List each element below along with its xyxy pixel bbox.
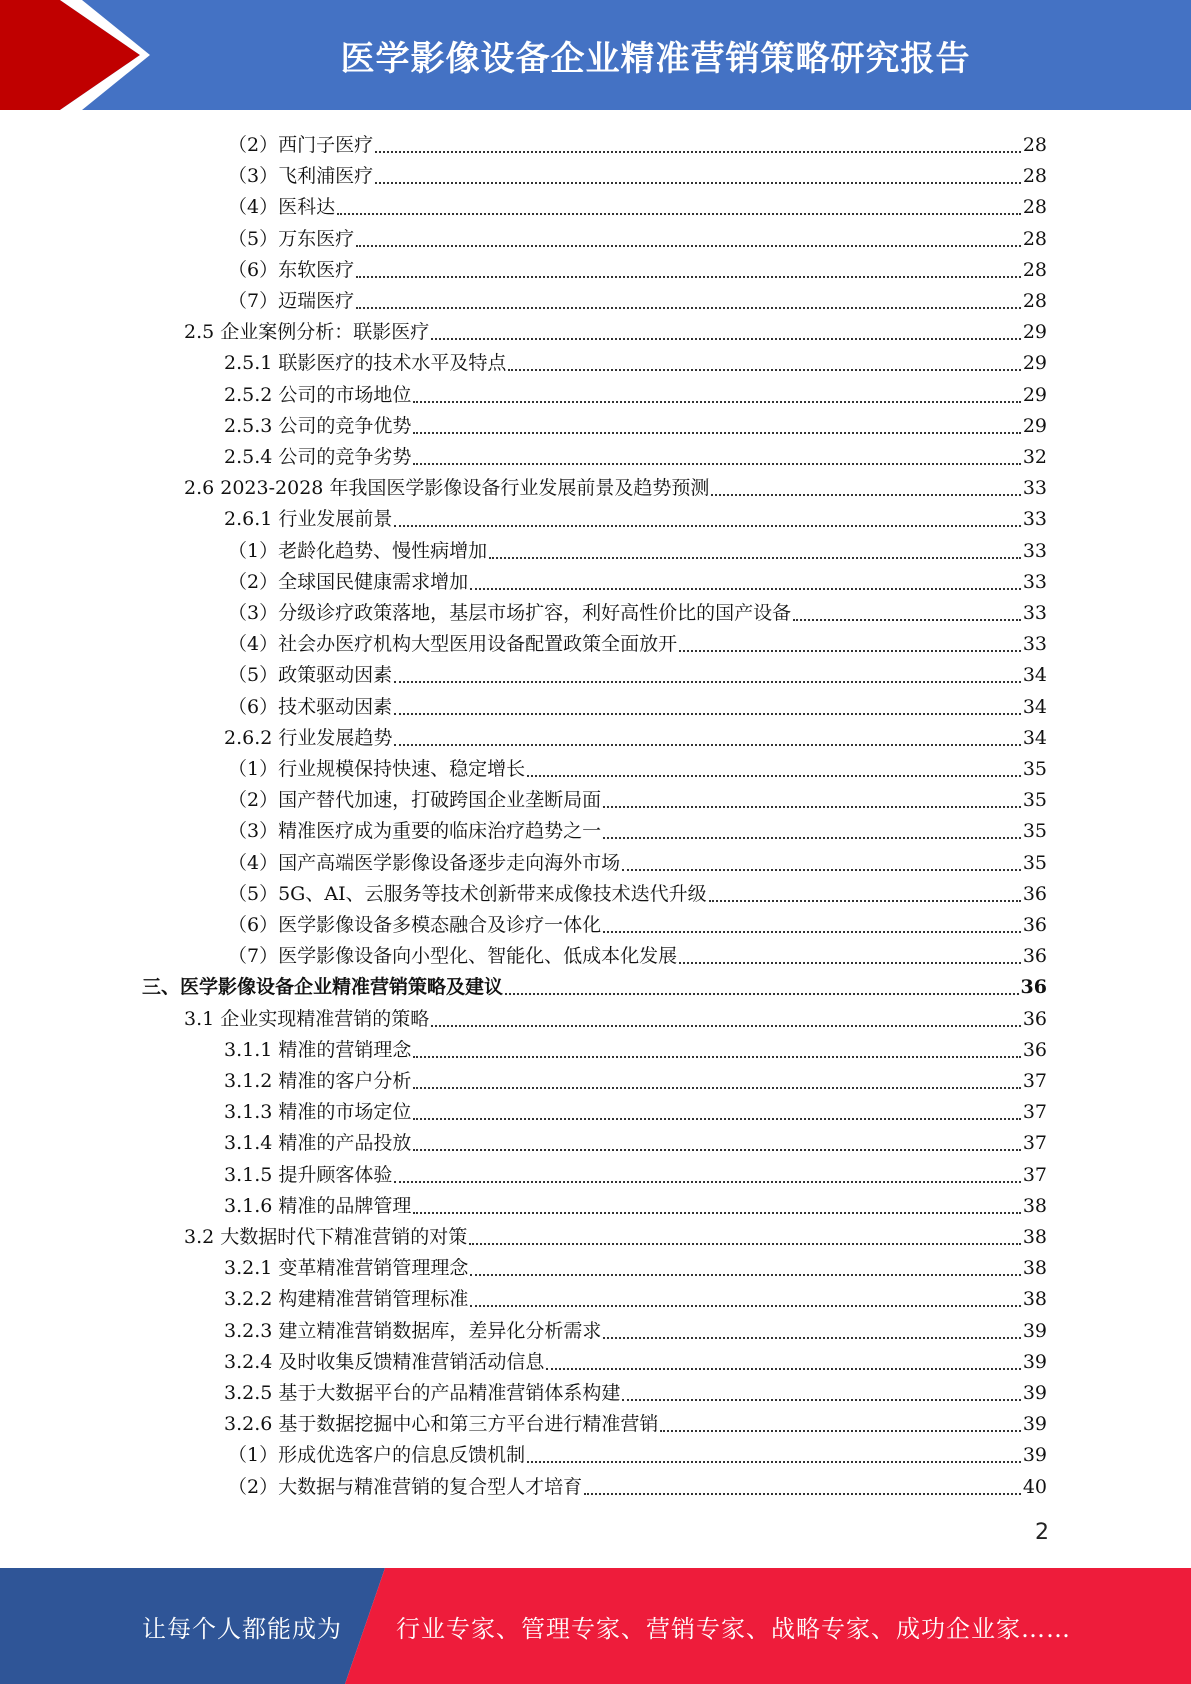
toc-entry[interactable] (228, 688, 1047, 719)
toc-leader-dots (709, 882, 1021, 902)
toc-leader-dots (394, 507, 1020, 527)
toc-entry-page: 33 (1022, 633, 1047, 656)
toc-entry[interactable] (228, 157, 1047, 188)
toc-entry-page: 36 (1022, 945, 1047, 968)
toc-entry[interactable] (228, 812, 1047, 843)
toc-entry-page: 32 (1022, 446, 1047, 468)
toc-entry-page: 35 (1022, 851, 1047, 874)
toc-entry-page: 39 (1022, 1382, 1047, 1404)
toc-entry-page: 28 (1022, 258, 1047, 281)
toc-entry-label: 3.1.2 精准的客户分析 (224, 1070, 412, 1092)
toc-leader-dots (527, 1443, 1021, 1463)
toc-leader-dots (470, 1287, 1020, 1307)
toc-entry-page: 36 (1022, 914, 1047, 936)
toc-leader-dots (356, 227, 1021, 247)
toc-entry-label: （5）5G、AI、云服务等技术创新带来成像技术迭代升级 (228, 882, 707, 905)
toc-entry-label: （5）政策驱动因素 (228, 664, 393, 687)
toc-entry[interactable] (142, 968, 1047, 999)
toc-entry-page: 36 (1022, 882, 1047, 905)
toc-entry-page: 34 (1022, 695, 1047, 718)
toc-entry-label: （1）行业规模保持快速、稳定增长 (228, 758, 526, 780)
toc-entry-page: 39 (1022, 1350, 1047, 1373)
toc-leader-dots (413, 1069, 1020, 1089)
toc-entry-page: 33 (1022, 477, 1047, 500)
toc-entry-page: 39 (1022, 1444, 1047, 1467)
toc-leader-dots (660, 1412, 1020, 1432)
toc-entry[interactable] (228, 251, 1047, 282)
toc-entry-label: 三、医学影像设备企业精准营销策略及建议 (142, 976, 504, 999)
toc-entry-page: 39 (1022, 1413, 1047, 1436)
toc-entry-page: 28 (1022, 290, 1047, 312)
toc-leader-dots (603, 913, 1021, 933)
toc-entry-label: （4）国产高端医学影像设备逐步走向海外市场 (228, 851, 621, 874)
toc-entry[interactable] (228, 594, 1047, 625)
toc-entry[interactable] (224, 1093, 1047, 1124)
toc-leader-dots (505, 975, 1019, 995)
toc-entry-label: 3.1 企业实现精准营销的策略 (184, 1007, 430, 1030)
toc-entry[interactable] (228, 126, 1047, 157)
toc-entry[interactable] (224, 438, 1047, 469)
toc-leader-dots (470, 570, 1021, 590)
toc-entry-page: 33 (1022, 539, 1047, 562)
toc-leader-dots (413, 445, 1020, 465)
toc-entry-label: 3.1.6 精准的品牌管理 (224, 1194, 412, 1217)
footer-slogan-left: 让每个人都能成为 (142, 1614, 342, 1643)
toc-entry-label: （3）精准医疗成为重要的临床治疗趋势之一 (228, 820, 602, 843)
toc-entry-label: 3.2.4 及时收集反馈精准营销活动信息 (224, 1350, 545, 1373)
toc-entry-label: （7）医学影像设备向小型化、智能化、低成本化发展 (228, 945, 678, 968)
toc-entry-page: 28 (1022, 196, 1047, 219)
toc-entry-page: 34 (1022, 726, 1047, 749)
toc-entry-label: （3）飞利浦医疗 (228, 165, 374, 188)
toc-entry-page: 37 (1022, 1163, 1047, 1186)
toc-leader-dots (622, 1381, 1020, 1401)
toc-leader-dots (413, 1194, 1020, 1214)
toc-entry-page: 39 (1022, 1319, 1047, 1342)
toc-entry-label: （2）全球国民健康需求增加 (228, 570, 469, 593)
toc-entry[interactable] (184, 1000, 1047, 1031)
toc-entry-page: 38 (1022, 1226, 1047, 1248)
toc-entry[interactable] (224, 1405, 1047, 1436)
toc-entry[interactable] (228, 1436, 1047, 1467)
toc-entry-page: 36 (1020, 976, 1047, 999)
page-header (0, 0, 1191, 110)
toc-entry[interactable] (224, 1156, 1047, 1187)
toc-entry[interactable] (224, 1280, 1047, 1311)
toc-leader-dots (375, 164, 1021, 184)
toc-leader-dots (546, 1350, 1020, 1370)
toc-entry-label: （1）老龄化趋势、慢性病增加 (228, 539, 488, 562)
toc-leader-dots (469, 1225, 1021, 1245)
toc-entry-page: 36 (1022, 1038, 1047, 1061)
toc-entry-label: （5）万东医疗 (228, 227, 355, 250)
toc-entry-label: 3.2.6 基于数据挖掘中心和第三方平台进行精准营销 (224, 1413, 659, 1436)
toc-entry[interactable] (228, 1468, 1047, 1499)
toc-leader-dots (584, 1475, 1021, 1495)
toc-leader-dots (413, 1131, 1020, 1151)
toc-entry-label: （6）技术驱动因素 (228, 695, 393, 718)
toc-entry-label: 3.2.3 建立精准营销数据库，差异化分析需求 (224, 1319, 602, 1342)
toc-entry[interactable] (228, 937, 1047, 968)
toc-entry[interactable] (224, 1249, 1047, 1280)
toc-leader-dots (603, 1319, 1020, 1339)
toc-entry-page: 29 (1022, 321, 1047, 344)
toc-entry-label: （4）社会办医疗机构大型医用设备配置政策全面放开 (228, 633, 678, 656)
toc-entry[interactable] (228, 906, 1047, 937)
toc-entry-page: 29 (1022, 414, 1047, 437)
toc-entry-label: 2.5.3 公司的竞争优势 (224, 414, 412, 437)
toc-entry-label: （7）迈瑞医疗 (228, 290, 355, 312)
toc-entry-label: 3.1.4 精准的产品投放 (224, 1132, 412, 1155)
footer-slogan-right: 行业专家、管理专家、营销专家、战略专家、成功企业家…… (396, 1614, 1071, 1643)
toc-entry-page: 28 (1022, 134, 1047, 156)
toc-entry-label: 3.2.2 构建精准营销管理标准 (224, 1288, 469, 1311)
toc-entry-label: 3.2.1 变革精准营销管理理念 (224, 1257, 469, 1280)
toc-entry[interactable] (224, 1187, 1047, 1218)
header-chevron-icon (0, 0, 160, 110)
toc-entry-label: 2.5.2 公司的市场地位 (224, 383, 412, 406)
toc-entry[interactable] (224, 1343, 1047, 1374)
toc-entry-page: 35 (1022, 789, 1047, 812)
toc-entry-label: 3.2.5 基于大数据平台的产品精准营销体系构建 (224, 1382, 621, 1404)
toc-entry-page: 28 (1022, 165, 1047, 188)
toc-leader-dots (413, 383, 1020, 403)
toc-entry[interactable] (228, 781, 1047, 812)
toc-entry-page: 38 (1022, 1288, 1047, 1311)
toc-leader-dots (413, 1038, 1020, 1058)
toc-entry[interactable] (224, 1124, 1047, 1155)
toc-entry[interactable] (228, 532, 1047, 563)
toc-entry[interactable] (184, 469, 1047, 500)
toc-entry[interactable] (224, 500, 1047, 531)
toc-entry[interactable] (184, 1218, 1047, 1249)
toc-entry-page: 34 (1022, 664, 1047, 687)
toc-entry[interactable] (224, 407, 1047, 438)
toc-entry[interactable] (228, 875, 1047, 906)
toc-entry-label: （6）医学影像设备多模态融合及诊疗一体化 (228, 914, 602, 936)
toc-entry-page: 35 (1022, 820, 1047, 843)
toc-entry[interactable] (228, 220, 1047, 251)
toc-entry-page: 40 (1022, 1475, 1047, 1498)
toc-leader-dots (711, 476, 1020, 496)
toc-leader-dots (470, 1256, 1020, 1276)
toc-leader-dots (508, 351, 1020, 371)
toc-leader-dots (489, 539, 1021, 559)
toc-leader-dots (622, 851, 1021, 871)
toc-entry[interactable] (224, 344, 1047, 375)
toc-entry-label: 2.5.1 联影医疗的技术水平及特点 (224, 352, 507, 375)
toc-leader-dots (394, 695, 1021, 715)
toc-entry-label: 2.6.1 行业发展前景 (224, 508, 393, 531)
toc-entry-label: （2）大数据与精准营销的复合型人才培育 (228, 1475, 583, 1498)
toc-entry-label: （3）分级诊疗政策落地，基层市场扩容，利好高性价比的国产设备 (228, 602, 792, 624)
toc-leader-dots (375, 133, 1021, 153)
toc-entry-page: 29 (1022, 352, 1047, 375)
toc-entry[interactable] (228, 750, 1047, 781)
toc-leader-dots (413, 1100, 1020, 1120)
toc-entry[interactable] (228, 282, 1047, 313)
toc-entry[interactable] (228, 625, 1047, 656)
toc-entry-label: 3.2 大数据时代下精准营销的对策 (184, 1226, 468, 1248)
toc-leader-dots (679, 944, 1021, 964)
page-number: 2 (1035, 1520, 1049, 1545)
toc-leader-dots (394, 663, 1021, 683)
toc-leader-dots (527, 757, 1021, 777)
toc-leader-dots (394, 726, 1020, 746)
toc-entry-label: 3.1.3 精准的市场定位 (224, 1101, 412, 1124)
toc-entry-page: 37 (1022, 1070, 1047, 1092)
toc-entry-label: 2.6.2 行业发展趋势 (224, 726, 393, 749)
toc-entry[interactable] (224, 719, 1047, 750)
toc-entry[interactable] (228, 188, 1047, 219)
toc-entry-page: 37 (1022, 1132, 1047, 1155)
toc-entry-page: 38 (1022, 1257, 1047, 1280)
toc-entry-page: 35 (1022, 758, 1047, 780)
toc-entry-page: 37 (1022, 1101, 1047, 1124)
toc-leader-dots (431, 320, 1021, 340)
toc-entry-label: （2）西门子医疗 (228, 134, 374, 156)
toc-entry[interactable] (224, 1374, 1047, 1405)
toc-leader-dots (394, 1163, 1020, 1183)
toc-entry-label: （4）医科达 (228, 196, 336, 219)
toc-leader-dots (413, 414, 1020, 434)
toc-leader-dots (793, 601, 1021, 621)
toc-leader-dots (603, 819, 1021, 839)
toc-entry-page: 38 (1022, 1194, 1047, 1217)
page-footer (0, 1568, 1191, 1684)
toc-entry[interactable] (228, 656, 1047, 687)
toc-entry[interactable] (228, 844, 1047, 875)
toc-entry-page: 36 (1022, 1007, 1047, 1030)
toc-entry[interactable] (224, 1312, 1047, 1343)
toc-entry-label: 3.1.5 提升顾客体验 (224, 1163, 393, 1186)
toc-entry-page: 28 (1022, 227, 1047, 250)
toc-entry-page: 33 (1022, 602, 1047, 624)
toc-entry-label: 2.5 企业案例分析：联影医疗 (184, 321, 430, 344)
toc-entry[interactable] (224, 376, 1047, 407)
toc-entry-label: 2.5.4 公司的竞争劣势 (224, 446, 412, 468)
toc-entry[interactable] (228, 563, 1047, 594)
toc-leader-dots (356, 289, 1021, 309)
toc-entry-label: 2.6 2023-2028 年我国医学影像设备行业发展前景及趋势预测 (184, 477, 710, 500)
toc-entry[interactable] (184, 313, 1047, 344)
page-title: 医学影像设备企业精准营销策略研究报告 (340, 38, 971, 79)
toc-entry-label: 3.1.1 精准的营销理念 (224, 1038, 412, 1061)
toc-leader-dots (431, 1007, 1021, 1027)
toc-leader-dots (679, 632, 1021, 652)
toc-entry-label: （2）国产替代加速，打破跨国企业垄断局面 (228, 789, 602, 812)
toc-entry-page: 33 (1022, 508, 1047, 531)
toc-leader-dots (337, 195, 1021, 215)
toc-entry-page: 33 (1022, 570, 1047, 593)
toc-entry[interactable] (224, 1062, 1047, 1093)
toc-entry-page: 29 (1022, 383, 1047, 406)
toc-leader-dots (356, 258, 1021, 278)
toc-leader-dots (603, 788, 1021, 808)
toc-entry[interactable] (224, 1031, 1047, 1062)
toc-entry-label: （1）形成优选客户的信息反馈机制 (228, 1444, 526, 1467)
toc-entry-label: （6）东软医疗 (228, 258, 355, 281)
